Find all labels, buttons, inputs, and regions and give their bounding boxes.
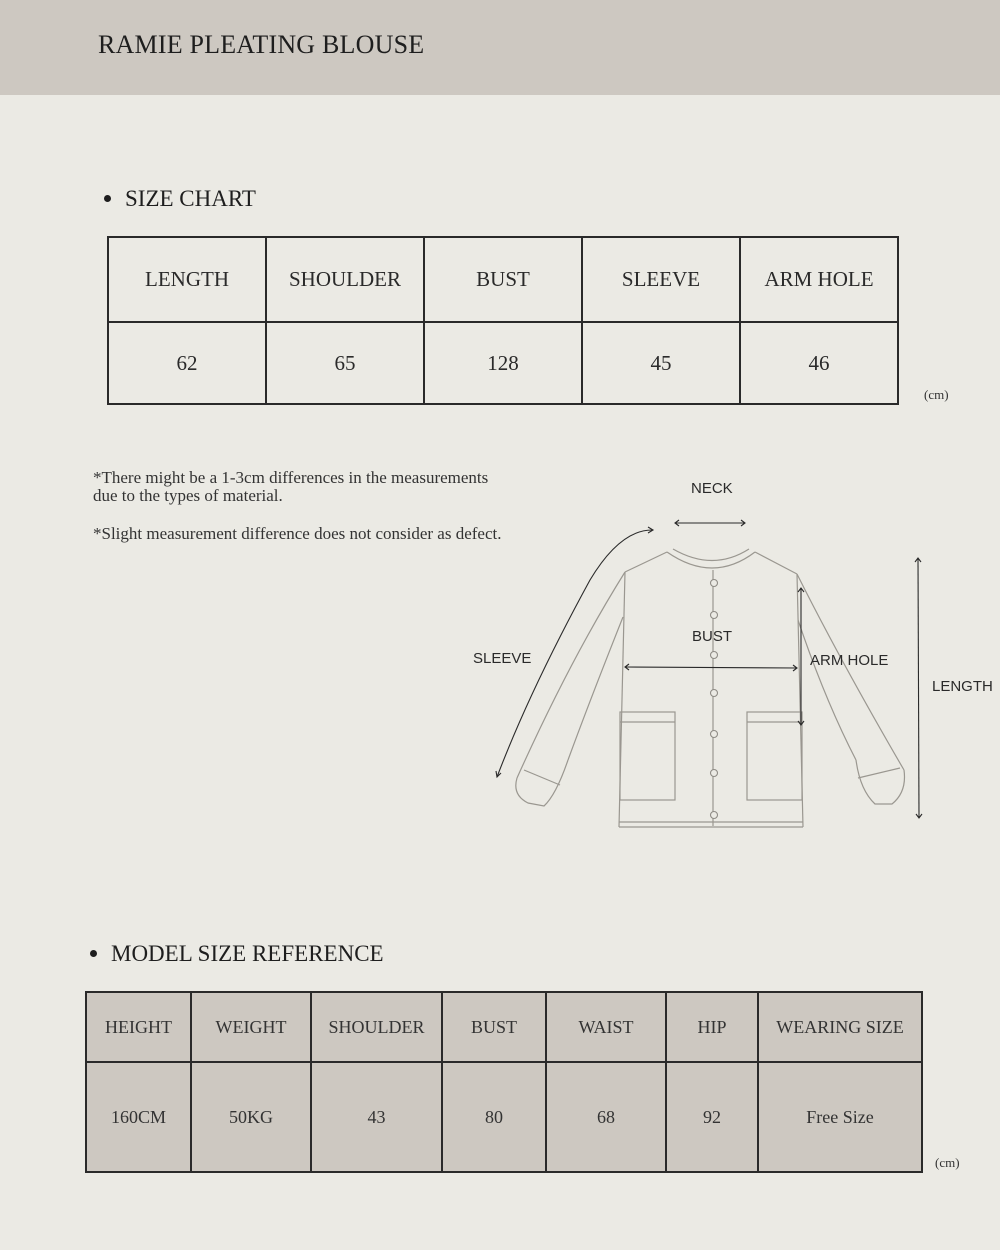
model-size-unit: (cm) — [935, 1155, 960, 1170]
model-size-table — [85, 991, 923, 1173]
arm-hole-label: ARM HOLE — [810, 652, 889, 669]
size-col-shoulder: SHOULDER — [266, 237, 424, 322]
size-chart-unit: (cm) — [924, 387, 949, 402]
header-bar — [0, 0, 1000, 95]
size-chart-title: SIZE CHART — [125, 186, 256, 211]
model-val-hip: 92 — [666, 1062, 758, 1172]
model-col-wearing-size: WEARING SIZE — [758, 992, 922, 1062]
table-header-row — [86, 992, 922, 1062]
model-val-shoulder: 43 — [311, 1062, 442, 1172]
sleeve-label: SLEEVE — [473, 650, 532, 667]
length-label: LENGTH — [932, 678, 993, 695]
model-size-title: MODEL SIZE REFERENCE — [111, 941, 384, 966]
size-val-arm-hole: 46 — [740, 322, 898, 404]
model-val-weight: 50KG — [191, 1062, 311, 1172]
size-val-length: 62 — [108, 322, 266, 404]
size-chart-heading — [104, 186, 256, 212]
size-col-length: LENGTH — [108, 237, 266, 322]
note-material: *There might be a 1-3cm differences in the measurements due to the types of material. — [93, 468, 489, 505]
model-val-height: 160CM — [86, 1062, 191, 1172]
bullet-icon — [104, 195, 111, 202]
product-title: RAMIE PLEATING BLOUSE — [98, 30, 425, 59]
table-header-row — [108, 237, 898, 322]
model-col-shoulder: SHOULDER — [311, 992, 442, 1062]
size-chart-table — [107, 236, 899, 405]
model-size-heading — [90, 941, 384, 967]
model-val-bust: 80 — [442, 1062, 546, 1172]
size-val-sleeve: 45 — [582, 322, 740, 404]
model-val-wearing-size: Free Size — [758, 1062, 922, 1172]
bust-label: BUST — [692, 628, 733, 645]
model-col-weight: WEIGHT — [191, 992, 311, 1062]
size-col-bust: BUST — [424, 237, 582, 322]
model-val-waist: 68 — [546, 1062, 666, 1172]
table-row — [108, 322, 898, 404]
size-col-arm-hole: ARM HOLE — [740, 237, 898, 322]
model-col-height: HEIGHT — [86, 992, 191, 1062]
garment-diagram — [460, 460, 1000, 840]
note-defect: *Slight measurement difference does not consider as defect. — [93, 524, 502, 543]
bullet-icon — [90, 950, 97, 957]
blouse-sketch — [460, 460, 1000, 840]
size-val-bust: 128 — [424, 322, 582, 404]
model-col-bust: BUST — [442, 992, 546, 1062]
size-col-sleeve: SLEEVE — [582, 237, 740, 322]
size-val-shoulder: 65 — [266, 322, 424, 404]
neck-label: NECK — [691, 480, 733, 497]
model-col-hip: HIP — [666, 992, 758, 1062]
model-col-waist: WAIST — [546, 992, 666, 1062]
table-row — [86, 1062, 922, 1172]
